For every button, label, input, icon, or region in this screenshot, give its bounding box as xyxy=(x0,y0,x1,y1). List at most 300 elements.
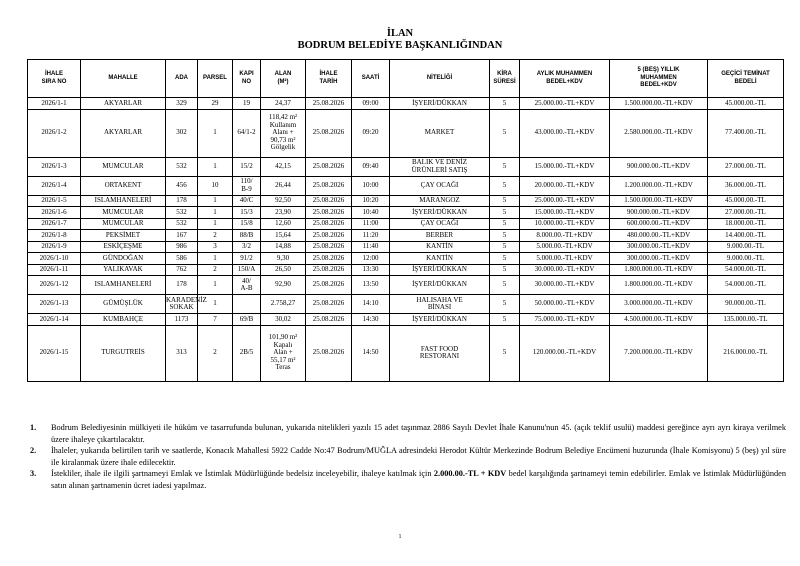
cell-line: 25.08.2026 xyxy=(312,196,345,205)
cell-parsel xyxy=(198,109,233,157)
cell-teminat xyxy=(708,218,784,230)
cell-line: 25.08.2026 xyxy=(312,253,345,262)
cell-line: 5 xyxy=(502,161,507,170)
cell-line: 2 xyxy=(213,230,217,239)
cell-line: AKYARLAR xyxy=(103,98,143,107)
cell-line: 456 xyxy=(176,180,187,189)
cell-ada xyxy=(166,325,198,381)
cell-mahalle xyxy=(81,109,166,157)
cell-line: ÇAY OCAĞI xyxy=(420,219,459,228)
cell-line: PEKSİMET xyxy=(105,230,141,239)
cell-line: Alanı + xyxy=(272,128,294,137)
cell-aylik-bedel xyxy=(520,195,610,207)
cell-line: 25.08.2026 xyxy=(312,180,345,189)
cell-line: 11:20 xyxy=(362,230,379,239)
cell-line: 13:50 xyxy=(362,280,379,289)
cell-line: 5 xyxy=(502,299,507,308)
table-row xyxy=(28,230,784,242)
table-row xyxy=(28,195,784,207)
cell-ada xyxy=(166,295,207,314)
cell-line: ISLAMHANELERİ xyxy=(94,280,152,289)
municipality-title: BODRUM BELEDİYE BAŞKANLIĞINDAN xyxy=(297,40,503,51)
header-line: MUHAMMEN xyxy=(640,74,677,81)
cell-line: 45.000.00.-TL xyxy=(725,98,766,107)
cell-ada xyxy=(166,176,198,195)
cell-nitelik xyxy=(390,264,490,276)
header-line: 5 (BEŞ) YILLIK xyxy=(637,67,680,74)
cell-yillik-bedel xyxy=(610,276,708,295)
cell-line: İŞYERİ/DÜKKAN xyxy=(412,207,467,216)
table-row xyxy=(28,176,784,195)
note-number: 3. xyxy=(30,469,37,479)
cell-mahalle xyxy=(81,241,166,253)
cell-kapi-no xyxy=(233,176,261,195)
cell-saat xyxy=(352,264,390,276)
cell-line: 2026/1-3 xyxy=(41,161,67,170)
cell-line: 10:40 xyxy=(362,207,379,216)
header-line: AYLIK MUHAMMEN xyxy=(536,71,593,77)
cell-saat xyxy=(352,195,390,207)
cell-teminat xyxy=(708,264,784,276)
cell-line: 2026/1-11 xyxy=(39,265,69,274)
cell-teminat xyxy=(708,241,784,253)
cell-line: 54.000.00.-TL xyxy=(725,280,766,289)
cell-line: 14:50 xyxy=(362,348,379,357)
cell-line: 25.08.2026 xyxy=(312,265,345,274)
cell-alan xyxy=(261,264,306,276)
cell-line: 43.000.00.-TL+KDV xyxy=(534,128,595,137)
cell-sira-no xyxy=(28,314,81,326)
header-line: NO xyxy=(242,78,251,85)
cell-teminat xyxy=(708,195,784,207)
cell-line: 5 xyxy=(502,180,507,189)
table-row xyxy=(28,325,784,381)
table-row xyxy=(28,241,784,253)
cell-line: 12:00 xyxy=(362,253,379,262)
cell-line: 10:20 xyxy=(362,196,379,205)
note-fee-amount: 2.000.00.-TL + KDV xyxy=(433,469,507,479)
cell-kira-suresi xyxy=(490,176,520,195)
cell-line: AKYARLAR xyxy=(103,128,143,137)
cell-aylik-bedel xyxy=(520,218,610,230)
cell-yillik-bedel xyxy=(610,325,708,381)
cell-line: 2 xyxy=(213,348,217,357)
cell-line: 36.000.00.-TL xyxy=(725,180,766,189)
cell-line: 15.000.00.-TL+KDV xyxy=(534,207,595,216)
cell-line: 532 xyxy=(176,207,187,216)
cell-teminat xyxy=(708,325,784,381)
cell-tarih xyxy=(306,241,352,253)
cell-nitelik xyxy=(390,253,490,265)
cell-line: 9.000.00.-TL xyxy=(726,242,765,251)
header-parsel xyxy=(198,60,233,98)
cell-line: 2.580.000.00.-TL+KDV xyxy=(624,128,693,137)
cell-line: 18.000.00.-TL xyxy=(725,219,766,228)
cell-tarih xyxy=(306,253,352,265)
table-row xyxy=(28,295,784,314)
cell-ada xyxy=(166,264,198,276)
cell-parsel xyxy=(198,276,233,295)
cell-line: ÇAY OCAĞI xyxy=(420,180,459,189)
cell-line: 90.000.00.-TL xyxy=(725,299,766,308)
cell-line: 25.08.2026 xyxy=(312,314,345,323)
cell-alan xyxy=(261,314,306,326)
cell-nitelik xyxy=(390,207,490,219)
cell-line: 25.000.00.-TL+KDV xyxy=(534,196,595,205)
cell-line: 09:20 xyxy=(362,128,379,137)
cell-mahalle xyxy=(81,264,166,276)
table-row xyxy=(28,157,784,176)
cell-line: 586 xyxy=(176,253,187,262)
cell-parsel xyxy=(198,253,233,265)
table-row xyxy=(28,253,784,265)
table-row xyxy=(28,98,784,110)
cell-alan xyxy=(261,253,306,265)
cell-line: 13:30 xyxy=(362,265,379,274)
cell-aylik-bedel xyxy=(520,241,610,253)
cell-line: 3.000.000.00.-TL+KDV xyxy=(624,299,693,308)
cell-line: İŞYERİ/DÜKKAN xyxy=(412,280,467,289)
cell-sira-no xyxy=(28,295,81,314)
cell-line: 25.08.2026 xyxy=(312,98,345,107)
cell-tarih xyxy=(306,109,352,157)
note-item xyxy=(30,468,786,491)
cell-line: 1 xyxy=(213,299,217,308)
cell-yillik-bedel xyxy=(610,230,708,242)
cell-line: 2026/1-7 xyxy=(41,219,67,228)
cell-line: 532 xyxy=(176,219,187,228)
cell-line: HALISAHA VE xyxy=(416,295,463,304)
cell-line: 64/1-2 xyxy=(237,128,256,137)
cell-tarih xyxy=(306,207,352,219)
cell-nitelik xyxy=(390,314,490,326)
note-number: 1. xyxy=(30,423,37,432)
cell-line: 12,60 xyxy=(275,219,291,228)
cell-kapi-no xyxy=(233,98,261,110)
cell-alan xyxy=(261,109,306,157)
cell-line: A-B xyxy=(240,284,253,292)
cell-nitelik xyxy=(390,276,490,295)
cell-line: 5 xyxy=(502,98,507,107)
cell-aylik-bedel xyxy=(520,276,610,295)
cell-line: Gölgelik xyxy=(270,143,296,152)
notice-title: İLAN xyxy=(386,28,414,39)
cell-line: 11:40 xyxy=(362,242,379,251)
cell-line: 2026/1-15 xyxy=(39,348,69,357)
cell-alan xyxy=(261,241,306,253)
cell-ada xyxy=(166,157,198,176)
cell-line: 329 xyxy=(176,98,187,107)
cell-line: 2026/1-14 xyxy=(39,314,69,323)
cell-line: 1.800.000.00.-TL+KDV xyxy=(624,265,693,274)
cell-line: 30.000.00.-TL+KDV xyxy=(534,265,595,274)
header-mahalle xyxy=(81,60,166,98)
cell-yillik-bedel xyxy=(610,295,708,314)
cell-line: 1.500.000.00.-TL+KDV xyxy=(624,98,693,107)
cell-nitelik xyxy=(390,109,490,157)
cell-line: İŞYERİ/DÜKKAN xyxy=(412,98,467,107)
header-line: KAPI xyxy=(239,71,254,77)
cell-line: 5.000.00.-TL+KDV xyxy=(536,242,593,251)
cell-line: 15/3 xyxy=(240,207,253,216)
cell-aylik-bedel xyxy=(520,253,610,265)
cell-line: 5 xyxy=(502,242,507,251)
note-item xyxy=(30,445,786,468)
cell-alan xyxy=(261,218,306,230)
cell-parsel xyxy=(198,230,233,242)
cell-alan xyxy=(261,230,306,242)
cell-mahalle xyxy=(81,276,166,295)
notes-list xyxy=(30,422,786,492)
cell-line: 600.000.00.-TL+KDV xyxy=(626,219,691,228)
cell-alan xyxy=(261,276,306,295)
cell-line: 300.000.00.-TL+KDV xyxy=(626,242,691,251)
cell-line: 5 xyxy=(502,265,507,274)
header-line: SÜRESİ xyxy=(493,78,516,85)
cell-line: 5 xyxy=(502,314,507,323)
cell-line: 2026/1-2 xyxy=(41,128,67,137)
cell-line: 2 xyxy=(213,265,217,274)
cell-line: 15.000.00.-TL+KDV xyxy=(534,161,595,170)
cell-kapi-no xyxy=(233,295,261,314)
header-aylik-bedel xyxy=(520,60,610,98)
cell-parsel xyxy=(198,207,233,219)
cell-kira-suresi xyxy=(490,230,520,242)
cell-kira-suresi xyxy=(490,207,520,219)
cell-line: KANTİN xyxy=(426,253,453,262)
cell-nitelik xyxy=(390,176,490,195)
cell-kira-suresi xyxy=(490,314,520,326)
cell-line: 14:30 xyxy=(362,314,379,323)
cell-line: 5 xyxy=(502,128,507,137)
cell-line: 30,02 xyxy=(275,314,291,323)
cell-line: 69/B xyxy=(239,314,254,323)
cell-yillik-bedel xyxy=(610,264,708,276)
note-text: İstekliler, ihale ile ilgili şartnameyi Emlak ve İstimlak Müdürlüğünde bedelsiz inceleyebilir, ihaleye katılmak için 2.000.00.-TL + KDV bedel karşılığında şartnameyi temin edebilirler. Emlak ve İstimlak Müdürlüğünden satın alınan şartnamenin ücret iadesi yapılmaz. xyxy=(51,469,787,490)
cell-line: 75.000.00.-TL+KDV xyxy=(534,314,595,323)
header-nitelik xyxy=(390,60,490,98)
cell-ada xyxy=(166,241,198,253)
cell-parsel xyxy=(198,157,233,176)
cell-aylik-bedel xyxy=(520,207,610,219)
cell-nitelik xyxy=(390,230,490,242)
cell-line: 2026/1-1 xyxy=(41,98,67,107)
cell-sira-no xyxy=(28,98,81,110)
cell-kira-suresi xyxy=(490,98,520,110)
cell-nitelik xyxy=(390,98,490,110)
cell-yillik-bedel xyxy=(610,241,708,253)
cell-sira-no xyxy=(28,176,81,195)
cell-nitelik xyxy=(390,157,490,176)
cell-line: 1.200.000.00.-TL+KDV xyxy=(624,180,693,189)
cell-mahalle xyxy=(81,295,166,314)
cell-line: 14.400.00.-TL xyxy=(725,230,766,239)
cell-line: BİNASI xyxy=(427,303,452,311)
cell-line: 2026/1-4 xyxy=(41,180,67,189)
cell-sira-no xyxy=(28,195,81,207)
cell-alan xyxy=(261,195,306,207)
header-line: ADA xyxy=(175,74,188,81)
cell-saat xyxy=(352,253,390,265)
cell-line: 26,44 xyxy=(275,180,291,189)
cell-ada xyxy=(166,207,198,219)
cell-line: GÜMÜŞLÜK xyxy=(103,299,143,308)
cell-nitelik xyxy=(390,218,490,230)
cell-parsel xyxy=(198,195,233,207)
cell-line: 25.08.2026 xyxy=(312,161,345,170)
cell-line: ÜRÜNLERİ SATIŞ xyxy=(411,165,468,174)
note-number: 2. xyxy=(30,446,37,456)
header-line: TARİH xyxy=(319,78,338,85)
cell-line: 09:00 xyxy=(362,98,379,107)
cell-line: 14:10 xyxy=(362,299,379,308)
cell-line: 4.500.000.00.-TL+KDV xyxy=(624,314,693,323)
cell-saat xyxy=(352,176,390,195)
cell-line: 986 xyxy=(176,242,187,251)
cell-aylik-bedel xyxy=(520,176,610,195)
cell-teminat xyxy=(708,98,784,110)
cell-line: 5 xyxy=(502,280,507,289)
cell-mahalle xyxy=(81,218,166,230)
cell-tarih xyxy=(306,176,352,195)
cell-line: 88/B xyxy=(239,230,254,239)
cell-line: 900.000.00.-TL+KDV xyxy=(626,161,691,170)
cell-kira-suresi xyxy=(490,157,520,176)
cell-kira-suresi xyxy=(490,241,520,253)
header-line: ALAN xyxy=(274,71,292,77)
cell-line: FAST FOOD xyxy=(420,344,459,353)
cell-line: 2026/1-12 xyxy=(39,280,69,289)
header-alan xyxy=(261,60,306,98)
cell-line: BALIK VE DENİZ xyxy=(411,158,468,167)
cell-line: ORTAKENT xyxy=(104,180,142,189)
cell-line: 25.08.2026 xyxy=(312,230,345,239)
cell-parsel xyxy=(198,176,233,195)
cell-line: 101,90 m² xyxy=(268,333,298,342)
cell-line: 1.800.000.00.-TL+KDV xyxy=(624,280,693,289)
header-line: PARSEL xyxy=(203,74,227,81)
cell-teminat xyxy=(708,176,784,195)
cell-line: 178 xyxy=(176,196,187,205)
cell-aylik-bedel xyxy=(520,325,610,381)
cell-yillik-bedel xyxy=(610,314,708,326)
cell-yillik-bedel xyxy=(610,195,708,207)
cell-line: 5.000.00.-TL+KDV xyxy=(536,253,593,262)
cell-line: İŞYERİ/DÜKKAN xyxy=(412,314,467,323)
cell-saat xyxy=(352,276,390,295)
cell-yillik-bedel xyxy=(610,253,708,265)
cell-line: 1 xyxy=(213,253,217,262)
table-row xyxy=(28,218,784,230)
cell-tarih xyxy=(306,264,352,276)
cell-tarih xyxy=(306,157,352,176)
cell-tarih xyxy=(306,325,352,381)
cell-line: GÜNDOĞAN xyxy=(102,253,144,262)
cell-line: 42,15 xyxy=(275,161,291,170)
cell-kira-suresi xyxy=(490,218,520,230)
cell-line: B-9 xyxy=(241,184,252,193)
cell-kapi-no xyxy=(233,157,261,176)
cell-line: 26,50 xyxy=(275,265,291,274)
cell-nitelik xyxy=(390,325,490,381)
cell-line: MUMCULAR xyxy=(102,219,144,228)
header-teminat xyxy=(708,60,784,98)
cell-line: 23,90 xyxy=(275,207,291,216)
cell-line: 110/ xyxy=(240,177,253,186)
cell-parsel xyxy=(198,314,233,326)
cell-tarih xyxy=(306,314,352,326)
cell-mahalle xyxy=(81,195,166,207)
cell-alan xyxy=(261,207,306,219)
cell-mahalle xyxy=(81,176,166,195)
cell-line: Teras xyxy=(275,363,291,372)
cell-parsel xyxy=(198,264,233,276)
table-header-row xyxy=(28,60,784,98)
cell-alan xyxy=(261,157,306,176)
cell-tarih xyxy=(306,295,352,314)
header-line: BEDELİ xyxy=(734,78,757,85)
header-line: SIRA NO xyxy=(41,78,67,85)
cell-ada xyxy=(166,314,198,326)
header-line: NİTELİĞİ xyxy=(426,74,453,81)
cell-parsel xyxy=(198,218,233,230)
cell-teminat xyxy=(708,207,784,219)
cell-kapi-no xyxy=(233,230,261,242)
cell-mahalle xyxy=(81,98,166,110)
cell-line: Kapalı xyxy=(273,340,293,349)
header-line: İHALE xyxy=(319,71,338,77)
cell-line: 178 xyxy=(176,280,187,289)
cell-teminat xyxy=(708,314,784,326)
cell-aylik-bedel xyxy=(520,264,610,276)
cell-line: 302 xyxy=(176,128,187,137)
cell-kapi-no xyxy=(233,195,261,207)
cell-yillik-bedel xyxy=(610,157,708,176)
header-yillik-bedel xyxy=(610,60,708,98)
cell-line: 77.400.00.-TL xyxy=(725,128,766,137)
cell-sira-no xyxy=(28,264,81,276)
cell-line: 532 xyxy=(176,161,187,170)
cell-alan xyxy=(261,295,306,314)
cell-line: 92,90 xyxy=(275,280,291,289)
cell-aylik-bedel xyxy=(520,314,610,326)
cell-line: 5 xyxy=(502,253,507,262)
cell-line: 150/A xyxy=(237,265,256,274)
header-ada xyxy=(166,60,198,98)
cell-line: 3/2 xyxy=(242,242,251,251)
cell-line: 135.000.00.-TL xyxy=(723,314,768,323)
cell-saat xyxy=(352,314,390,326)
cell-line: 24,37 xyxy=(275,98,291,107)
cell-mahalle xyxy=(81,253,166,265)
cell-line: 1 xyxy=(213,196,217,205)
cell-aylik-bedel xyxy=(520,98,610,110)
cell-line: 54.000.00.-TL xyxy=(725,265,766,274)
cell-line: KANTİN xyxy=(426,242,453,251)
cell-saat xyxy=(352,295,390,314)
cell-kira-suresi xyxy=(490,109,520,157)
cell-ada xyxy=(166,195,198,207)
cell-line: 8.000.00.-TL+KDV xyxy=(536,230,593,239)
header-line: KİRA xyxy=(497,71,512,77)
cell-line: 09:40 xyxy=(362,161,379,170)
cell-teminat xyxy=(708,276,784,295)
cell-tarih xyxy=(306,230,352,242)
cell-tarih xyxy=(306,98,352,110)
cell-line: 900.000.00.-TL+KDV xyxy=(626,207,691,216)
cell-line: 2026/1-9 xyxy=(41,242,67,251)
cell-line: 92,50 xyxy=(275,196,291,205)
